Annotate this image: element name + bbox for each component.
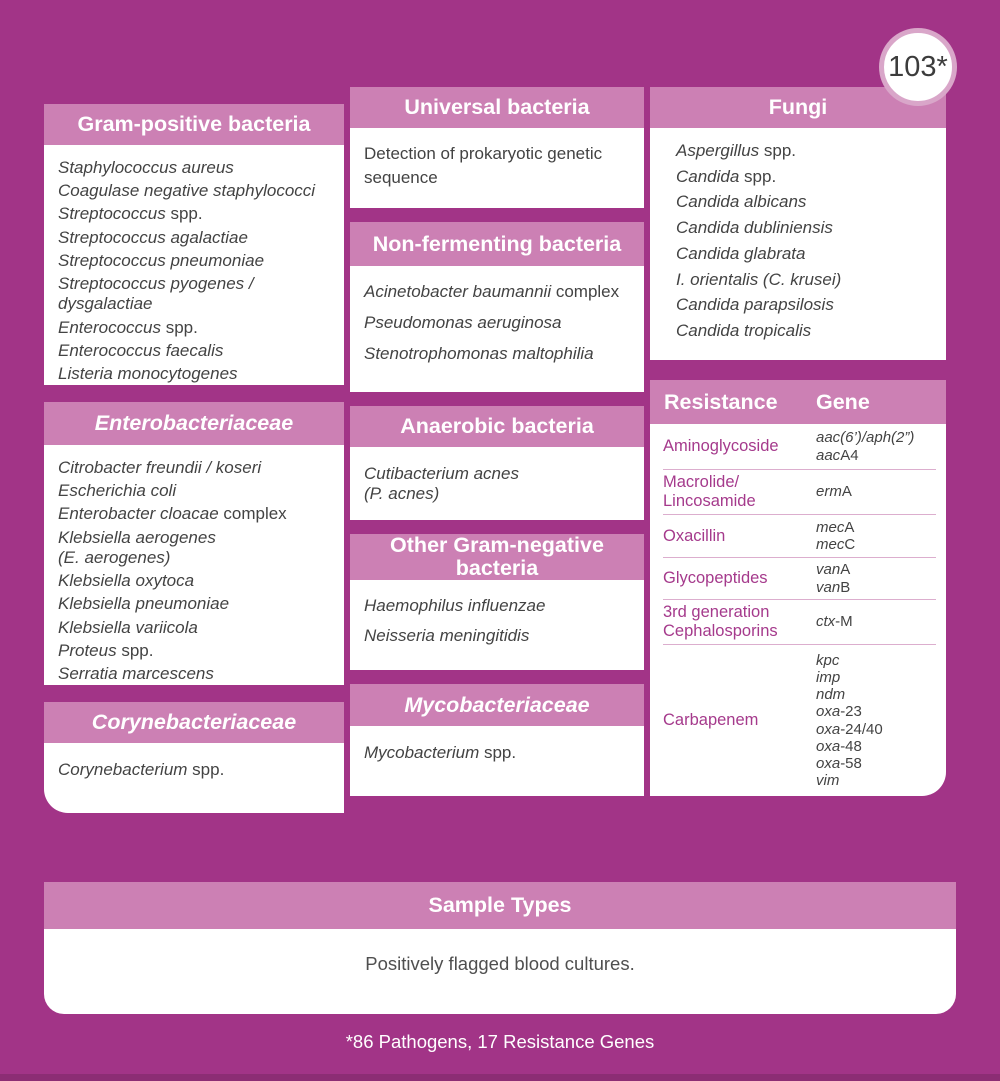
list-item: Klebsiella oxytoca	[58, 571, 195, 591]
card-body-anaerobic	[350, 447, 644, 520]
pathogen-count-value: 103*	[888, 50, 948, 83]
resistance-label: Carbapenem	[663, 711, 759, 730]
list-item: Streptococcus pyogenes / dysgalactiae	[58, 274, 254, 314]
list-item: Candida albicans	[676, 192, 807, 212]
list-item: Cutibacterium acnes (P. acnes)	[363, 464, 519, 504]
resistance-table-header	[650, 380, 946, 424]
list-item: Serratia marcescens	[58, 663, 214, 683]
gene-name: oxa-24/40	[816, 720, 883, 738]
card-header-gram-positive: Gram-positive bacteria	[44, 104, 344, 145]
gene-name: ndm	[816, 686, 846, 704]
bottom-edge-strip	[0, 1074, 1000, 1081]
gene-name: kpc	[816, 652, 840, 670]
card-gram-positive-bacteria	[44, 104, 344, 385]
panel-grid	[44, 87, 946, 813]
gene-name: oxa-23	[816, 703, 862, 721]
card-header-other-gram-negative: Other Gram-negative bacteria	[350, 534, 644, 580]
resistance-row-oxacillin	[650, 515, 946, 557]
list-item: Candida dubliniensis	[676, 218, 833, 238]
card-sample-types	[44, 882, 956, 1014]
card-body-fungi	[650, 128, 946, 360]
list-item: Coagulase negative staphylococci	[58, 181, 316, 201]
list-item: Klebsiella aerogenes (E. aerogenes)	[58, 527, 216, 567]
gene-name: mecC	[816, 536, 856, 553]
gene-name: aac(6’)/aph(2”)	[816, 429, 915, 447]
list-item: Acinetobacter baumannii complex	[363, 282, 620, 301]
list-item: Candida tropicalis	[676, 321, 812, 341]
card-other-gram-negative-bacteria	[350, 534, 644, 670]
resistance-label: Aminoglycoside	[663, 437, 779, 456]
sample-types-body	[44, 929, 956, 1014]
card-non-fermenting-bacteria	[350, 222, 644, 392]
list-item: Enterococcus spp.	[58, 317, 198, 337]
resistance-label: Oxacillin	[663, 526, 726, 545]
card-body-universal	[350, 128, 644, 208]
footnote: *86 Pathogens, 17 Resistance Genes	[345, 1031, 655, 1052]
list-item: Mycobacterium spp.	[363, 743, 517, 762]
card-header-mycobacteriaceae: Mycobacteriaceae	[350, 684, 644, 726]
card-header-non-fermenting: Non-fermenting bacteria	[350, 222, 644, 266]
resistance-row-glycopeptides	[650, 558, 946, 599]
card-enterobacteriaceae	[44, 402, 344, 685]
card-body-corynebacteriaceae	[44, 743, 344, 813]
gene-list	[816, 561, 850, 595]
list-item: Aspergillus spp.	[676, 141, 797, 160]
column-right	[650, 87, 946, 813]
resistance-column-header: Resistance	[664, 389, 778, 414]
list-item: Klebsiella pneumoniae	[58, 594, 230, 614]
gene-name: mecA	[816, 518, 855, 536]
card-corynebacteriaceae	[44, 702, 344, 813]
resistance-label: 3rd generation Cephalosporins	[663, 603, 778, 640]
gene-name: oxa-48	[816, 737, 862, 755]
card-body-non-fermenting	[350, 266, 644, 392]
gene-name: aacA4	[816, 446, 859, 464]
gene-list	[816, 652, 883, 789]
card-header-fungi: Fungi	[650, 87, 946, 128]
gene-list	[816, 613, 853, 630]
list-item: Stenotrophomonas maltophilia	[363, 344, 594, 364]
card-fungi	[650, 87, 946, 360]
list-item: Pseudomonas aeruginosa	[363, 313, 562, 333]
list-item: Neisseria meningitidis	[363, 626, 530, 646]
card-body-other-gram-negative	[350, 580, 644, 670]
gene-name: oxa-58	[816, 754, 862, 772]
gene-name: ermA	[816, 483, 852, 501]
column-left	[44, 87, 344, 813]
resistance-row-aminoglycoside	[650, 424, 946, 469]
gene-name: vim	[816, 771, 840, 789]
list-item: Proteus spp.	[58, 640, 154, 660]
list-item: Streptococcus agalactiae	[58, 227, 248, 247]
card-header-universal: Universal bacteria	[350, 87, 644, 128]
card-body-gram-positive	[44, 145, 344, 385]
list-item: Listeria monocytogenes	[58, 363, 238, 383]
sample-types-text: Positively flagged blood cultures.	[365, 953, 635, 974]
resistance-row-cephalosporins	[650, 600, 946, 644]
pathogen-count-badge	[879, 28, 957, 106]
gene-name: ctx-M	[816, 613, 853, 631]
resistance-row-macrolide-lincosamide	[650, 470, 946, 514]
card-header-corynebacteriaceae: Corynebacteriaceae	[44, 702, 344, 743]
list-item: Citrobacter freundii / koseri	[58, 458, 262, 477]
column-middle	[350, 87, 644, 813]
gene-list	[816, 483, 852, 500]
list-item: Klebsiella variicola	[58, 617, 198, 637]
list-item: Escherichia coli	[58, 481, 177, 501]
list-item: Enterococcus faecalis	[58, 340, 224, 360]
gene-name: vanB	[816, 578, 851, 596]
gene-list	[816, 519, 855, 553]
card-universal-bacteria	[350, 87, 644, 208]
list-item: I. orientalis (C. krusei)	[676, 269, 842, 289]
list-item: Staphylococcus aureus	[58, 158, 234, 177]
resistance-row-carbapenem	[650, 645, 946, 796]
gene-name: imp	[816, 669, 841, 687]
list-item: Streptococcus spp.	[58, 204, 203, 224]
gene-name: vanA	[816, 561, 851, 579]
card-body-enterobacteriaceae	[44, 445, 344, 685]
card-anaerobic-bacteria	[350, 406, 644, 520]
resistance-label: Glycopeptides	[663, 569, 768, 588]
list-item: Haemophilus influenzae	[363, 596, 546, 615]
gene-column-header: Gene	[816, 389, 870, 414]
resistance-gene-table	[650, 380, 946, 796]
sample-types-header: Sample Types	[44, 882, 956, 929]
card-body-mycobacteriaceae	[350, 726, 644, 796]
card-mycobacteriaceae	[350, 684, 644, 796]
card-header-anaerobic: Anaerobic bacteria	[350, 406, 644, 447]
list-item: Detection of prokaryotic genetic sequence	[363, 144, 603, 188]
resistance-table-body	[650, 424, 946, 796]
list-item: Candida parapsilosis	[676, 295, 834, 315]
list-item: Corynebacterium spp.	[58, 760, 225, 779]
list-item: Candida spp.	[676, 166, 777, 186]
resistance-label: Macrolide/ Lincosamide	[663, 473, 756, 510]
gene-list	[816, 429, 914, 463]
card-header-enterobacteriaceae: Enterobacteriaceae	[44, 402, 344, 445]
list-item: Candida glabrata	[676, 243, 806, 263]
list-item: Enterobacter cloacae complex	[58, 504, 287, 524]
list-item: Streptococcus pneumoniae	[58, 250, 265, 270]
